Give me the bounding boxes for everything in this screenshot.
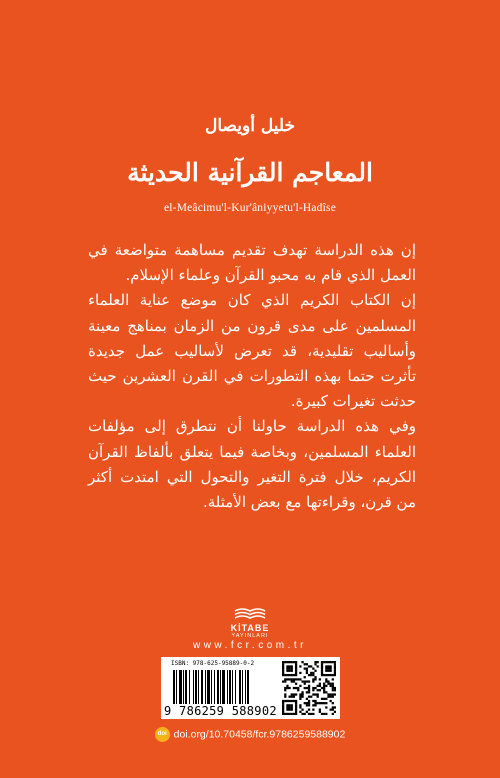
- publisher-logo: [0, 606, 500, 639]
- doi-link[interactable]: [0, 727, 500, 742]
- book-title: المعاجم القرآنية الحديثة: [127, 158, 373, 187]
- publisher-name: KİTABE: [230, 623, 270, 633]
- back-cover-blurb: [88, 238, 416, 515]
- qr-code-icon: [282, 661, 336, 715]
- author-name: خليل أويصال: [205, 116, 295, 136]
- ean-barcode: [173, 670, 269, 704]
- blurb-paragraph: إن الكتاب الكريم الذي كان موضع عناية العلماء المسلمين على مدى قرون من الزمان بمناهج معينة وأساليب تقليدية، قد تعرض لأساليب عمل جديدة تأثرت حتما بهذه التطورات في القرن العشرين حيث حدثت تغيرات كبيرة.: [88, 291, 416, 411]
- ean-digits: 9 786259 588902: [164, 704, 277, 718]
- book-wave-icon: [233, 607, 267, 621]
- doi-icon: doi: [155, 727, 170, 742]
- blurb-paragraph: إن هذه الدراسة تهدف تقديم مساهمة متواضعة في العمل الذي قام به محبو القرآن وعلماء الإسلام.: [88, 241, 416, 285]
- isbn-barcode-panel: [161, 657, 340, 719]
- doi-text: doi.org/10.70458/fcr.9786259588902: [173, 728, 346, 741]
- isbn-label: ISBN: 978-625-95889-0-2: [171, 660, 255, 667]
- book-title-transliteration: el-Meâcimu'l-Kur'âniyyetu'l-Hadîse: [163, 202, 337, 214]
- publisher-subtitle: YAYINLARI: [231, 633, 269, 639]
- publisher-website[interactable]: www.fcr.com.tr: [192, 640, 307, 651]
- blurb-paragraph: وفي هذه الدراسة حاولنا أن نتطرق إلى مؤلفات العلماء المسلمين، وبخاصة فيما يتعلق بألفاظ القرآن الكريم، خلال فترة التغير والتحول التي امتدت أكثر من قرن، وقراءتها مع بعض الأمثلة.: [88, 417, 416, 512]
